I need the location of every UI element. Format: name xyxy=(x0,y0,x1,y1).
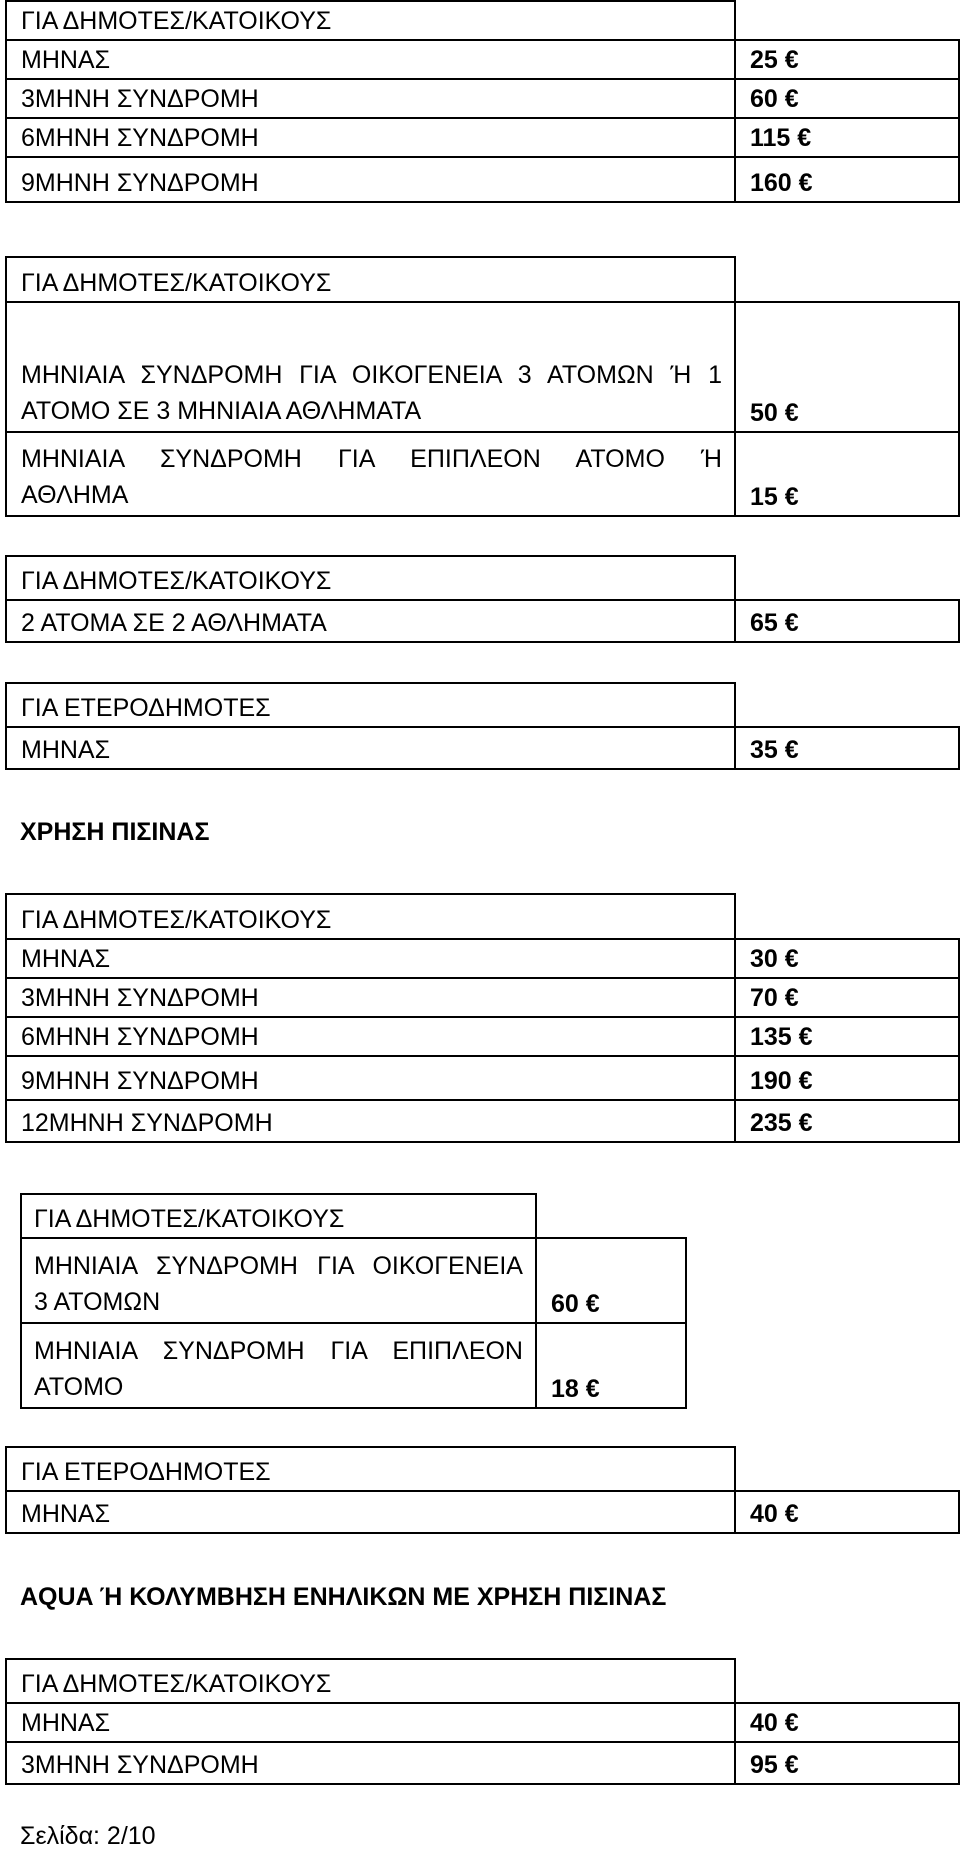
table-title: ΓΙΑ ΕΤΕΡΟΔΗΜΟΤΕΣ xyxy=(6,1447,735,1491)
row-label: 3ΜΗΝΗ ΣΥΝΔΡΟΜΗ xyxy=(6,79,735,118)
table-row xyxy=(21,1238,686,1323)
row-price: 50 € xyxy=(735,302,959,432)
row-price: 95 € xyxy=(735,1742,959,1784)
price-table-non-residents-gym xyxy=(5,682,960,770)
row-label-line2: ΑΤΟΜΟ xyxy=(34,1373,124,1401)
table-row xyxy=(6,40,959,79)
row-label: ΜΗΝΑΣ xyxy=(6,727,735,769)
table-title-row xyxy=(6,1,959,40)
table-title-row xyxy=(21,1194,686,1238)
table-row xyxy=(6,1100,959,1142)
table-title: ΓΙΑ ΔΗΜΟΤΕΣ/ΚΑΤΟΙΚΟΥΣ xyxy=(6,894,735,939)
table-row xyxy=(6,1017,959,1056)
page-number-footer: Σελίδα: 2/10 xyxy=(20,1822,156,1850)
row-label: 3ΜΗΝΗ ΣΥΝΔΡΟΜΗ xyxy=(6,978,735,1017)
row-price: 25 € xyxy=(735,40,959,79)
row-price: 65 € xyxy=(735,600,959,642)
table-row xyxy=(6,79,959,118)
row-label-line1: ΜΗΝΙΑΙΑ ΣΥΝΔΡΟΜΗ ΓΙΑ ΕΠΙΠΛΕΟΝ xyxy=(34,1337,523,1365)
table-title: ΓΙΑ ΔΗΜΟΤΕΣ/ΚΑΤΟΙΚΟΥΣ xyxy=(6,257,735,302)
table-row xyxy=(6,1703,959,1742)
table-title-row xyxy=(6,257,959,302)
table-title-row xyxy=(6,894,959,939)
price-table-residents-aqua xyxy=(5,1658,960,1785)
table-row xyxy=(6,939,959,978)
table-title: ΓΙΑ ΔΗΜΟΤΕΣ/ΚΑΤΟΙΚΟΥΣ xyxy=(6,1659,735,1703)
table-title-row xyxy=(6,1659,959,1703)
row-label: 9ΜΗΝΗ ΣΥΝΔΡΟΜΗ xyxy=(6,157,735,202)
row-label-line2: ΑΤΟΜΟ ΣΕ 3 ΜΗΝΙΑΙΑ ΑΘΛΗΜΑΤΑ xyxy=(21,397,422,425)
row-label: ΜΗΝΑΣ xyxy=(6,40,735,79)
row-label-line1: ΜΗΝΙΑΙΑ ΣΥΝΔΡΟΜΗ ΓΙΑ ΟΙΚΟΓΕΝΕΙΑ 3 ΑΤΟΜΩΝ Ή 1 xyxy=(21,361,722,389)
row-price: 40 € xyxy=(735,1491,959,1533)
table-row xyxy=(6,600,959,642)
table-title: ΓΙΑ ΔΗΜΟΤΕΣ/ΚΑΤΟΙΚΟΥΣ xyxy=(21,1194,536,1238)
table-title-row xyxy=(6,683,959,727)
row-label: ΜΗΝΑΣ xyxy=(6,1703,735,1742)
row-label: ΜΗΝΑΣ xyxy=(6,1491,735,1533)
table-title: ΓΙΑ ΔΗΜΟΤΕΣ/ΚΑΤΟΙΚΟΥΣ xyxy=(6,1,735,40)
row-label-line1: ΜΗΝΙΑΙΑ ΣΥΝΔΡΟΜΗ ΓΙΑ ΟΙΚΟΓΕΝΕΙΑ xyxy=(34,1252,523,1280)
table-row xyxy=(6,1491,959,1533)
section-heading-pool: ΧΡΗΣΗ ΠΙΣΙΝΑΣ xyxy=(20,818,210,846)
table-title-row xyxy=(6,1447,959,1491)
row-label xyxy=(6,302,735,432)
row-label: 9ΜΗΝΗ ΣΥΝΔΡΟΜΗ xyxy=(6,1056,735,1100)
row-price: 235 € xyxy=(735,1100,959,1142)
price-table-family-subscription xyxy=(5,256,960,517)
row-label: 3ΜΗΝΗ ΣΥΝΔΡΟΜΗ xyxy=(6,1742,735,1784)
price-table-family-pool xyxy=(20,1193,687,1409)
row-price: 60 € xyxy=(536,1238,686,1323)
row-price: 135 € xyxy=(735,1017,959,1056)
row-price: 190 € xyxy=(735,1056,959,1100)
table-row xyxy=(6,1742,959,1784)
row-label: ΜΗΝΑΣ xyxy=(6,939,735,978)
table-row xyxy=(6,302,959,432)
table-title: ΓΙΑ ΔΗΜΟΤΕΣ/ΚΑΤΟΙΚΟΥΣ xyxy=(6,556,735,600)
table-row xyxy=(6,432,959,516)
table-row xyxy=(6,1056,959,1100)
row-label-line1: ΜΗΝΙΑΙΑ ΣΥΝΔΡΟΜΗ ΓΙΑ ΕΠΙΠΛΕΟΝ ΑΤΟΜΟ Ή xyxy=(21,445,722,473)
row-label-line2: 3 ΑΤΟΜΩΝ xyxy=(34,1288,161,1316)
table-title-row xyxy=(6,556,959,600)
section-heading-aqua: AQUA Ή ΚΟΛΥΜΒΗΣΗ ΕΝΗΛΙΚΩΝ ΜΕ ΧΡΗΣΗ ΠΙΣΙΝΑΣ xyxy=(20,1583,667,1611)
price-table-residents-gym xyxy=(5,0,960,203)
row-label xyxy=(6,432,735,516)
table-row xyxy=(6,978,959,1017)
table-row xyxy=(6,157,959,202)
row-price: 40 € xyxy=(735,1703,959,1742)
row-price: 60 € xyxy=(735,79,959,118)
row-price: 160 € xyxy=(735,157,959,202)
price-table-non-residents-pool xyxy=(5,1446,960,1534)
table-row xyxy=(6,118,959,157)
table-title: ΓΙΑ ΕΤΕΡΟΔΗΜΟΤΕΣ xyxy=(6,683,735,727)
table-row xyxy=(21,1323,686,1408)
row-price: 70 € xyxy=(735,978,959,1017)
row-label: 6ΜΗΝΗ ΣΥΝΔΡΟΜΗ xyxy=(6,118,735,157)
row-label-line2: ΑΘΛΗΜΑ xyxy=(21,481,129,509)
row-price: 18 € xyxy=(536,1323,686,1408)
row-price: 15 € xyxy=(735,432,959,516)
table-row xyxy=(6,727,959,769)
row-label xyxy=(21,1238,536,1323)
row-price: 115 € xyxy=(735,118,959,157)
row-label: 6ΜΗΝΗ ΣΥΝΔΡΟΜΗ xyxy=(6,1017,735,1056)
row-label: 2 ΑΤΟΜΑ ΣΕ 2 ΑΘΛΗΜΑΤΑ xyxy=(6,600,735,642)
row-label: 12ΜΗΝΗ ΣΥΝΔΡΟΜΗ xyxy=(6,1100,735,1142)
row-label xyxy=(21,1323,536,1408)
price-table-two-persons xyxy=(5,555,960,643)
price-table-residents-pool xyxy=(5,893,960,1143)
row-price: 35 € xyxy=(735,727,959,769)
row-price: 30 € xyxy=(735,939,959,978)
